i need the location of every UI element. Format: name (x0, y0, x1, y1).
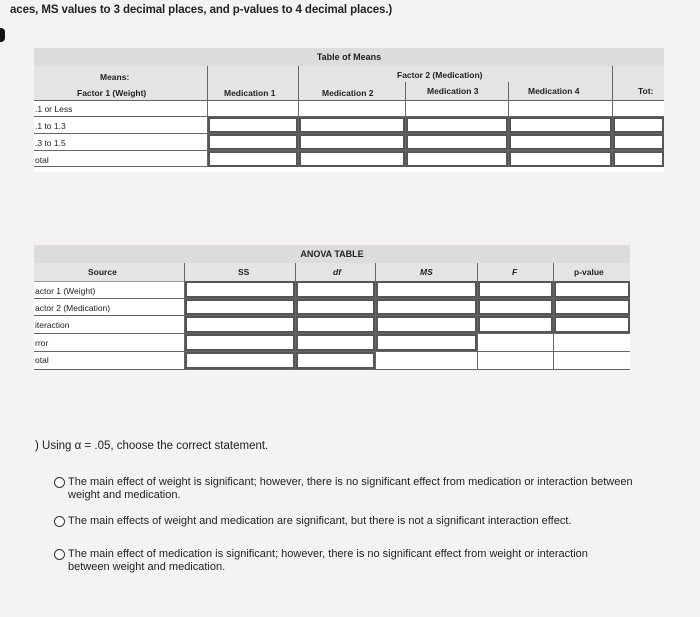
mean-input-r2-c1[interactable] (208, 134, 298, 150)
anova-row-total: otal (35, 355, 49, 365)
anova-input-factor1-ss[interactable] (185, 281, 295, 298)
anova-col-df: df (333, 267, 342, 277)
anova-input-interaction-p[interactable] (554, 316, 630, 333)
anova-input-factor1-p[interactable] (554, 281, 630, 298)
mean-input-r3-total[interactable] (613, 151, 664, 167)
mean-input-r2-c2[interactable] (299, 134, 405, 150)
anova-input-factor1-ms[interactable] (376, 281, 477, 298)
means-table-title-bar (34, 48, 664, 67)
row-weight-3: .3 to 1.5 (35, 138, 66, 148)
anova-input-error-df[interactable] (296, 334, 375, 351)
anova-col-ss: SS (238, 267, 250, 277)
mean-input-r3-c4[interactable] (509, 151, 612, 167)
factor2-label: Factor 2 (Medication) (397, 70, 483, 80)
mean-input-r2-total[interactable] (613, 134, 664, 150)
instructions-text: aces, MS values to 3 decimal places, and p-values to 4 decimal places.) (10, 4, 393, 16)
means-divider (34, 100, 664, 101)
anova-col-f: F (512, 267, 518, 277)
question-prompt: ) Using α = .05, choose the correct statement. (35, 440, 269, 452)
anova-title: ANOVA TABLE (300, 249, 364, 259)
anova-input-interaction-ss[interactable] (185, 316, 295, 333)
row-weight-1: .1 or Less (35, 104, 73, 114)
anova-input-factor2-ss[interactable] (185, 299, 295, 315)
mean-input-r1-c3[interactable] (406, 117, 508, 133)
row-total: otal (35, 155, 49, 165)
option-1-label[interactable]: The main effect of weight is significant; however, there is no significant effect from medication or interaction between weight and medication. (68, 476, 633, 501)
mean-input-r2-c3[interactable] (406, 134, 508, 150)
option-2-label[interactable]: The main effects of weight and medication are significant, but there is not a significant interaction effect. (68, 515, 572, 527)
anova-row-factor2: actor 2 (Medication) (35, 303, 111, 313)
anova-input-total-ss[interactable] (185, 352, 295, 369)
anova-row-interaction: iteraction (35, 320, 70, 330)
factor1-label: Factor 1 (Weight) (77, 88, 147, 98)
anova-row-error: rror (35, 338, 49, 348)
anova-input-interaction-df[interactable] (296, 316, 375, 333)
anova-input-factor1-df[interactable] (296, 281, 375, 298)
mean-input-r1-total[interactable] (613, 117, 664, 133)
mean-input-r2-c4[interactable] (509, 134, 612, 150)
anova-input-factor2-df[interactable] (296, 299, 375, 315)
anova-input-factor2-ms[interactable] (376, 299, 477, 315)
mean-input-r3-c2[interactable] (299, 151, 405, 167)
mean-input-r3-c1[interactable] (208, 151, 298, 167)
anova-input-interaction-ms[interactable] (376, 316, 477, 333)
col-medication-4: Medication 4 (528, 86, 580, 96)
anova-input-factor2-f[interactable] (478, 299, 553, 315)
means-table-title: Table of Means (316, 52, 382, 62)
anova-title-bar (34, 245, 630, 264)
anova-input-error-ms[interactable] (376, 334, 477, 351)
col-medication-3: Medication 3 (427, 86, 479, 96)
anova-input-factor2-p[interactable] (554, 299, 630, 315)
left-edge-tab (0, 28, 5, 42)
anova-input-error-ss[interactable] (185, 334, 295, 351)
row-weight-2: .1 to 1.3 (35, 121, 66, 131)
anova-input-factor1-f[interactable] (478, 281, 553, 298)
mean-input-r1-c2[interactable] (299, 117, 405, 133)
mean-input-r1-c1[interactable] (208, 117, 298, 133)
anova-header (34, 263, 630, 282)
anova-divider (34, 369, 630, 370)
anova-col-ms: MS (420, 267, 433, 277)
mean-input-r3-c3[interactable] (406, 151, 508, 167)
mean-input-r1-c4[interactable] (509, 117, 612, 133)
anova-col-pvalue: p-value (574, 267, 604, 277)
col-medication-2: Medication 2 (322, 88, 374, 98)
anova-col-source: Source (88, 267, 117, 277)
option-3-label[interactable]: The main effect of medication is significant; however, there is no significant effect from weight or interaction between weight and medication. (68, 548, 588, 573)
col-total: Tot: (638, 86, 654, 96)
means-label: Means: (100, 72, 130, 82)
anova-row-factor1: actor 1 (Weight) (35, 286, 96, 296)
anova-input-interaction-f[interactable] (478, 316, 553, 333)
anova-input-total-df[interactable] (296, 352, 375, 369)
col-medication-1: Medication 1 (224, 88, 276, 98)
